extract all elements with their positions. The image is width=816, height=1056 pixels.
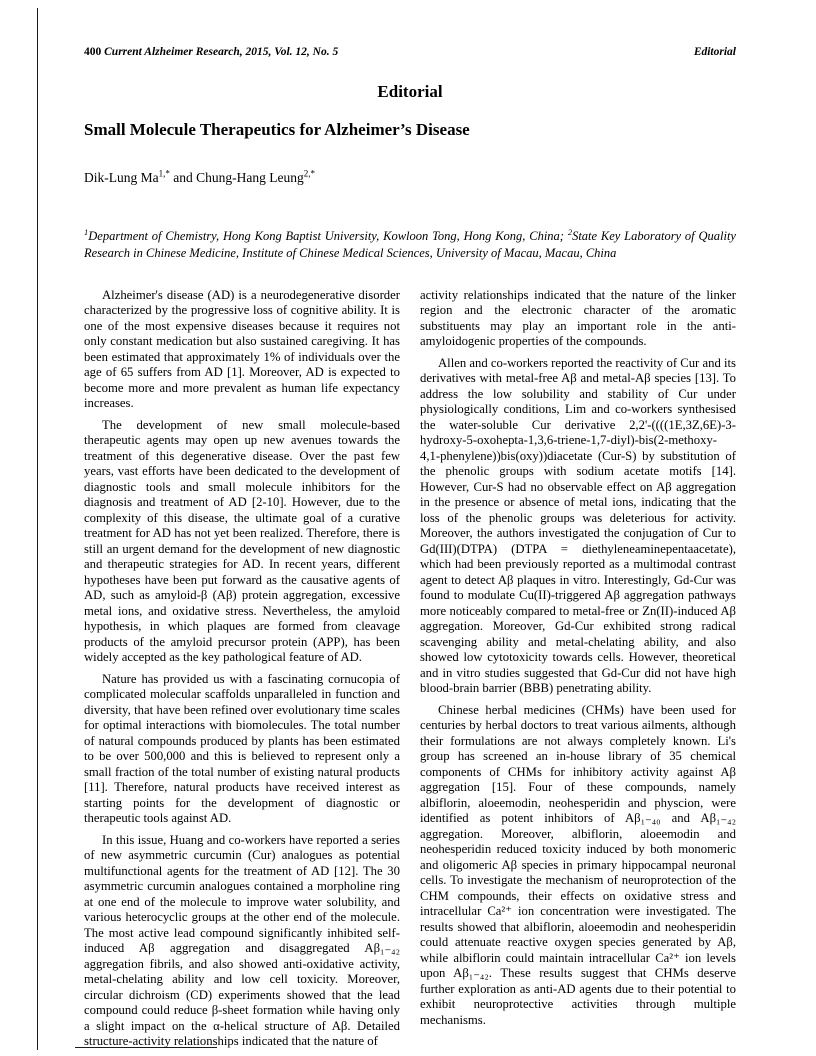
paragraph: Alzheimer's disease (AD) is a neurodegenerative disorder characterized by the progressive loss of cognitive ability. It is one of the most expensive diseases because it requires not only constant medication but also sustained caregiving. It has been estimated that approximately 1% of individuals over the age of 65 suffers from AD [1]. Moreover, AD is expected to become more and more prevalent as human life expectancy increases. xyxy=(84,287,400,411)
body-columns xyxy=(84,288,736,1056)
section-heading: Editorial xyxy=(377,82,443,101)
running-header-left xyxy=(84,46,338,58)
affiliation-superscript-1: 1 xyxy=(84,226,89,237)
journal-citation: Current Alzheimer Research, 2015, Vol. 12, No. 5 xyxy=(104,46,339,58)
right-column xyxy=(420,288,736,1056)
paragraph: The development of new small molecule-based therapeutic agents may open up new avenues towards the treatment of this degenerative disease. Over the past few years, vast efforts have been dedicated to the development of diagnostic tools and small molecule inhibitors for the diagnosis and treatment of AD [2-10]. However, due to the complexity of this disease, the ultimate goal of a curative treatment for AD has not yet been realized. Therefore, there is still an urgent demand for the development of new diagnostic and therapeutic strategies for AD. In recent years, different hypotheses have been put forward as the causative agents of AD, such as amyloid-β (Aβ) protein aggregation, excessive metal ions, and oxidative stress. Nevertheless, the amyloid hypothesis, in which plaques are formed from cleavage products of the amyloid precursor protein (APP), has been widely accepted as the key pathological feature of AD. xyxy=(84,417,400,665)
page-left-margin-rule xyxy=(37,8,38,1050)
author-name-1: Dik-Lung Ma xyxy=(84,170,159,185)
affiliation-text-2: State Key Laboratory of Quality Research in Chinese Medicine, Institute of Chinese Medical Sciences, University of Macau, Macau, China xyxy=(84,229,736,260)
page xyxy=(84,46,736,1056)
running-header xyxy=(84,46,736,58)
paragraph: Chinese herbal medicines (CHMs) have been used for centuries by herbal doctors to treat various ailments, although their formulations are not always completely known. Li's group has screened an in-house library of 35 chemical components of CHMs for inhibitory activity against Aβ aggregation [15]. Four of these compounds, namely albiflorin, aloeemodin, neohesperidin and physcion, were identified as potent inhibitors of Aβ₁₋₄₀ and Aβ₁₋₄₂ aggregation. Moreover, albiflorin, aloeemodin and neohesperidin reduced toxicity induced by both monomeric and oligomeric Aβ species in primary hippocampal neuronal cells. To investigate the mechanism of neuroprotection of the CHM compounds, their effects on oxidative stress and intracellular Ca²⁺ ion concentration were investigated. The results showed that albiflorin, aloeemodin and neohesperidin could attenuate reactive oxygen species generated by Aβ, while albiflorin could maintain intracellular Ca²⁺ ion levels upon Aβ₁₋₄₂. These results suggest that CHMs deserve further exploration as anti-AD agents due to their potential to exhibit neuroprotective activities through multiple mechanisms. xyxy=(420,702,736,1027)
author-superscript-1: 1,* xyxy=(158,168,170,179)
paragraph: Allen and co-workers reported the reactivity of Cur and its derivatives with metal-free Aβ and metal-Aβ species [13]. To address the low solubility and stability of Cur under physiologically conditions, Lim and co-workers synthesised the water-soluble Cur derivative 2,2'-((((1E,3Z,6E)-3-hydroxy-5-oxohepta-1,3,6-triene-1,7-diyl)-bis(2-methoxy-4,1-phenylene))bis(oxy))diacetate (Cur-S) by substitution of the phenolic groups with sodium acetate motifs [14]. However, Cur-S had no observable effect on Aβ aggregation in the presence or absence of metal ions, indicating that the loss of the phenolic groups was deleterious for activity. Moreover, the authors investigated the conjugation of Cur to Gd(III)(DTPA) (DTPA = diethyleneaminepentaacetate), which had been previously reported as a multimodal contrast agent to detect Aβ plaques in vitro. Interestingly, Gd-Cur was found to modulate Cu(II)-triggered Aβ aggregation pathways more noticeably compared to metal-free or Zn(II)-induced Aβ aggregation. Moreover, Gd-Cur exhibited strong radical scavenging ability and metal-chelating ability, and also showed low cytotoxicity towards cells. However, theoretical and in vitro studies suggested that Gd-Cur did not have high blood-brain barrier (BBB) penetrating ability. xyxy=(420,355,736,696)
authors-line xyxy=(84,170,736,186)
paragraph-continuation: activity relationships indicated that the nature of the linker region and the electronic character of the aromatic substituents may play an important role in the anti-amyloidogenic properties of the compounds. xyxy=(420,287,736,349)
running-head-right: Editorial xyxy=(693,46,736,58)
author-name-2: and Chung-Hang Leung xyxy=(169,170,304,185)
left-column xyxy=(84,288,400,1056)
affiliation xyxy=(84,228,736,262)
page-number: 400 xyxy=(84,46,102,58)
author-superscript-2: 2,* xyxy=(303,168,315,179)
affiliation-superscript-2: 2 xyxy=(567,226,573,237)
affiliation-text-1: Department of Chemistry, Hong Kong Baptist University, Kowloon Tong, Hong Kong, China; xyxy=(88,229,568,243)
paragraph: Nature has provided us with a fascinating cornucopia of complicated molecular scaffolds unparalleled in function and diversity, that have been refined over evolutionary time scales for optimal interactions with biomolecules. The total number of natural compounds produced by plants has been estimated to be over 500,000 and this is believed to represent only a small fraction of the total number of existing natural products [11]. Therefore, natural products have received interest as starting points for the development of diagnostic or therapeutic tools against AD. xyxy=(84,671,400,826)
article-title: Small Molecule Therapeutics for Alzheimer’s Disease xyxy=(84,120,470,139)
paragraph: In this issue, Huang and co-workers have reported a series of new asymmetric curcumin (Cur) analogues as potential multifunctional agents for the treatment of AD [12]. The 30 asymmetric curcumin analogues contained a morpholine ring at one end of the molecule to improve water solubility, and various heterocyclic groups at the other end of the molecule. The most active lead compound significantly inhibited self-induced Aβ aggregation and disaggregated Aβ₁₋₄₂ aggregation fibrils, and also showed anti-oxidative activity, metal-chelating ability and low cell toxicity. Moreover, circular dichroism (CD) experiments showed that the lead compound could reduce β-sheet formation while having only a slight impact on the α-helical structure of Aβ. Detailed structure-activity relationships indicated that the nature of xyxy=(84,832,400,1049)
